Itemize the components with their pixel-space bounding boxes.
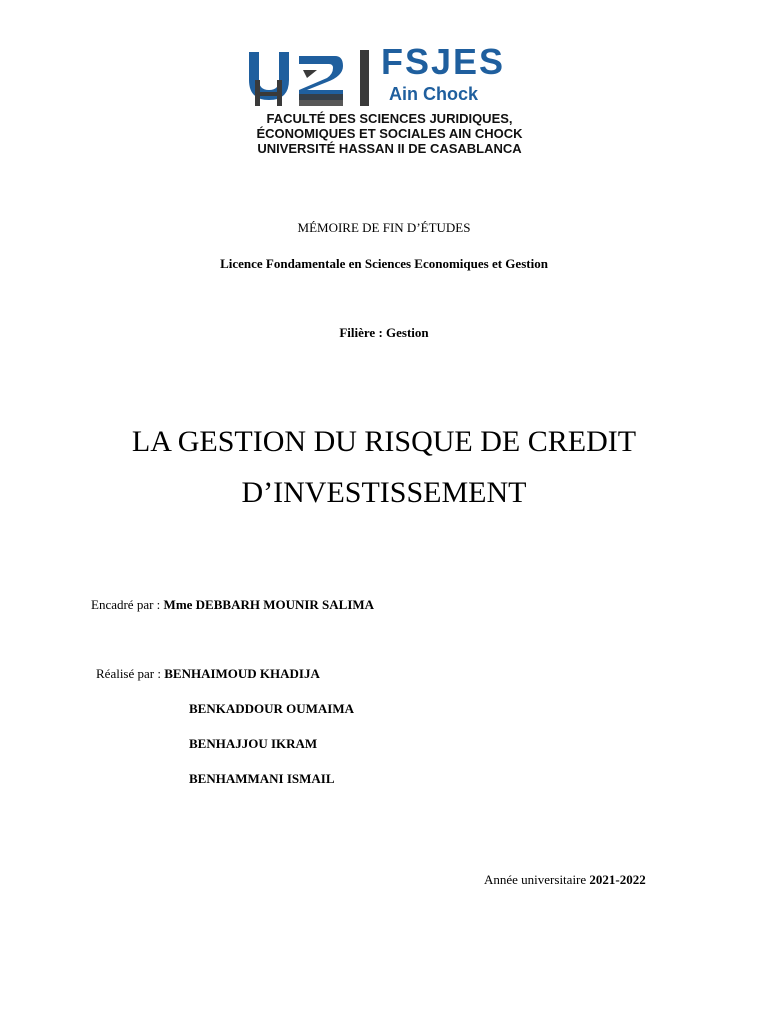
- author-name: BENKADDOUR OUMAIMA: [189, 701, 355, 716]
- faculty-logo: [247, 41, 532, 160]
- university-name: UNIVERSITÉ HASSAN II DE CASABLANCA: [257, 141, 522, 156]
- uh2c-logo-icon: [247, 50, 347, 108]
- thesis-title-line-1: LA GESTION DU RISQUE DE CREDIT: [131, 425, 637, 458]
- logo-divider: [360, 50, 369, 106]
- field-of-study: Filière : Gestion: [339, 325, 429, 340]
- academic-year-value: 2021-2022: [589, 872, 646, 887]
- thesis-title-line-2: D’INVESTISSEMENT: [241, 476, 527, 509]
- academic-year-label: Année universitaire: [484, 872, 590, 887]
- supervisor: [91, 596, 374, 614]
- supervisor-label: Encadré par :: [91, 597, 164, 612]
- author-name: BENHAIMOUD KHADIJA: [164, 666, 320, 681]
- author-name: BENHAMMANI ISMAIL: [189, 771, 335, 786]
- logo-name: FSJES: [381, 41, 506, 82]
- document-type: MÉMOIRE DE FIN D’ÉTUDES: [297, 220, 471, 235]
- authors: [96, 665, 320, 683]
- logo-subname: Ain Chock: [389, 84, 479, 104]
- faculty-name-line-2: ÉCONOMIQUES ET SOCIALES AIN CHOCK: [256, 126, 523, 141]
- authors-label: Réalisé par :: [96, 666, 165, 681]
- supervisor-name: Mme DEBBARH MOUNIR SALIMA: [163, 597, 375, 612]
- faculty-name-line-1: FACULTÉ DES SCIENCES JURIDIQUES,: [266, 111, 513, 126]
- author-name: BENHAJJOU IKRAM: [189, 736, 318, 751]
- academic-year: [484, 871, 646, 889]
- degree-name: Licence Fondamentale en Sciences Economiques et Gestion: [220, 256, 548, 271]
